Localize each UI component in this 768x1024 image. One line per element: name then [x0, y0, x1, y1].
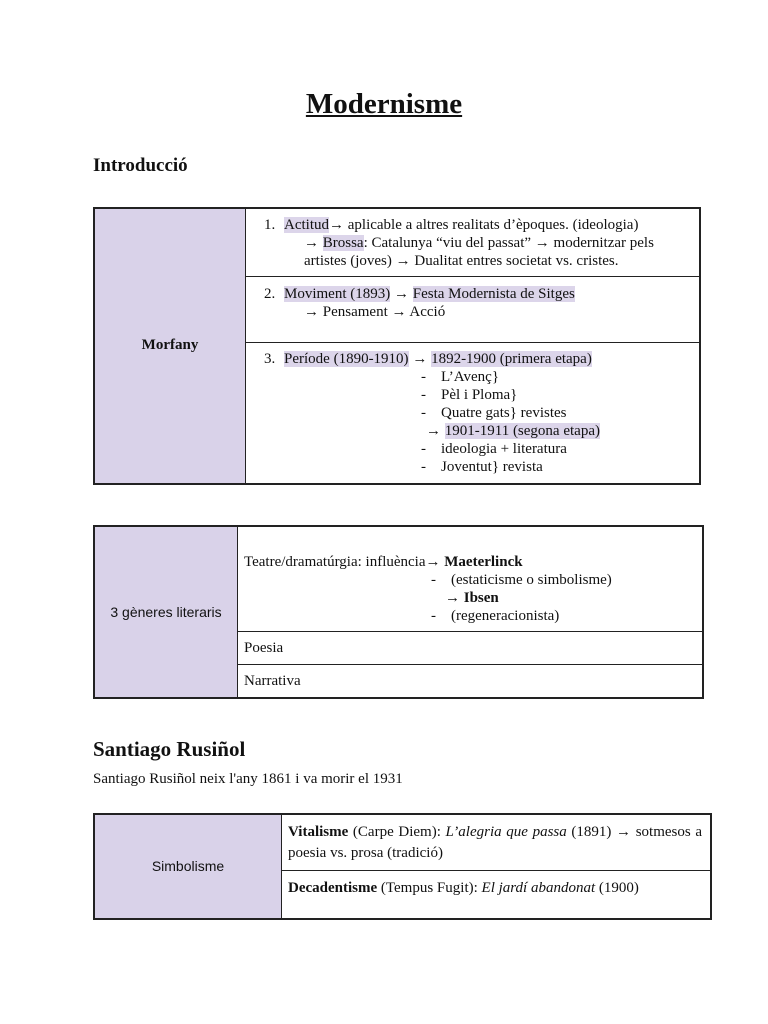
- ibsen-line: → Ibsen: [445, 590, 499, 606]
- festa-term: Festa Modernista de Sitges: [412, 286, 575, 302]
- section-heading-rusinol: Santiago Rusiñol: [93, 737, 246, 761]
- actitud-line: 1. Actitud→ aplicable a altres realitats d’èpoques. (ideologia): [264, 217, 639, 233]
- morfany-row-moviment: [246, 277, 701, 343]
- poesia-cell: Poesia: [238, 632, 704, 665]
- moviment-term: Moviment (1893): [284, 286, 391, 302]
- morfany-label: Morfany: [94, 208, 246, 484]
- morfany-table: [93, 207, 701, 485]
- etapa1-term: 1892-1900 (primera etapa): [431, 351, 592, 367]
- decadentisme-text: Decadentisme (Tempus Fugit): El jardí abandonat (1900): [288, 880, 639, 896]
- vitalisme-cell: [282, 814, 712, 871]
- etapa2-term: 1901-1911 (segona etapa): [444, 423, 600, 439]
- etapa2-line: → 1901-1911 (segona etapa): [426, 423, 600, 439]
- simbolisme-table: [93, 813, 712, 920]
- list-item: - Quatre gats} revistes: [421, 405, 567, 421]
- list-item: - (regeneracionista): [431, 608, 560, 624]
- list-item: - Joventut} revista: [421, 459, 543, 475]
- narrativa-cell: Narrativa: [238, 665, 704, 698]
- teatre-cell: [238, 526, 704, 632]
- section-heading-introduccio: Introducció: [93, 155, 188, 176]
- rusinol-intro-text: Santiago Rusiñol neix l'any 1861 i va morir el 1931: [93, 771, 403, 787]
- maeterlinck-term: Maeterlinck: [444, 554, 523, 570]
- brossa-term: Brossa: [322, 235, 364, 251]
- decadentisme-term: Decadentisme: [288, 880, 378, 896]
- ibsen-term: Ibsen: [463, 590, 499, 606]
- brossa-line: → Brossa: Catalunya “viu del passat” → modernitzar pels: [304, 235, 654, 251]
- vitalisme-text: Vitalisme (Carpe Diem): L’alegria que passa (1891) → sotmesos a poesia vs. prosa (tradició): [288, 824, 703, 861]
- morfany-row-periode: [246, 343, 701, 484]
- morfany-row-actitud: [246, 208, 701, 277]
- vitalisme-term: Vitalisme: [288, 824, 349, 840]
- teatre-line: Teatre/dramatúrgia: influència→ Maeterlinck: [244, 554, 523, 570]
- actitud-term: Actitud: [284, 217, 329, 233]
- moviment-line: 2. Moviment (1893) → Festa Modernista de Sitges: [264, 286, 575, 302]
- generes-table: [93, 525, 704, 699]
- artistes-line: artistes (joves) → Dualitat entres societat vs. cristes.: [304, 253, 619, 269]
- pensament-line: → Pensament → Acció: [304, 304, 446, 320]
- simbolisme-label: Simbolisme: [94, 814, 282, 919]
- jardi-title: El jardí abandonat: [481, 880, 596, 896]
- decadentisme-cell: [282, 871, 712, 919]
- periode-term: Període (1890-1910): [284, 351, 409, 367]
- list-item: - L’Avenç}: [421, 369, 500, 385]
- generes-label: 3 gèneres literaris: [94, 526, 238, 698]
- list-item: - Pèl i Ploma}: [421, 387, 518, 403]
- list-item: - (estaticisme o simbolisme): [431, 572, 612, 588]
- list-item: - ideologia + literatura: [421, 441, 567, 457]
- periode-line: 3. Període (1890-1910) → 1892-1900 (primera etapa): [264, 351, 592, 367]
- alegria-title: L’alegria que passa: [445, 824, 567, 840]
- page-title: Modernisme: [305, 88, 463, 120]
